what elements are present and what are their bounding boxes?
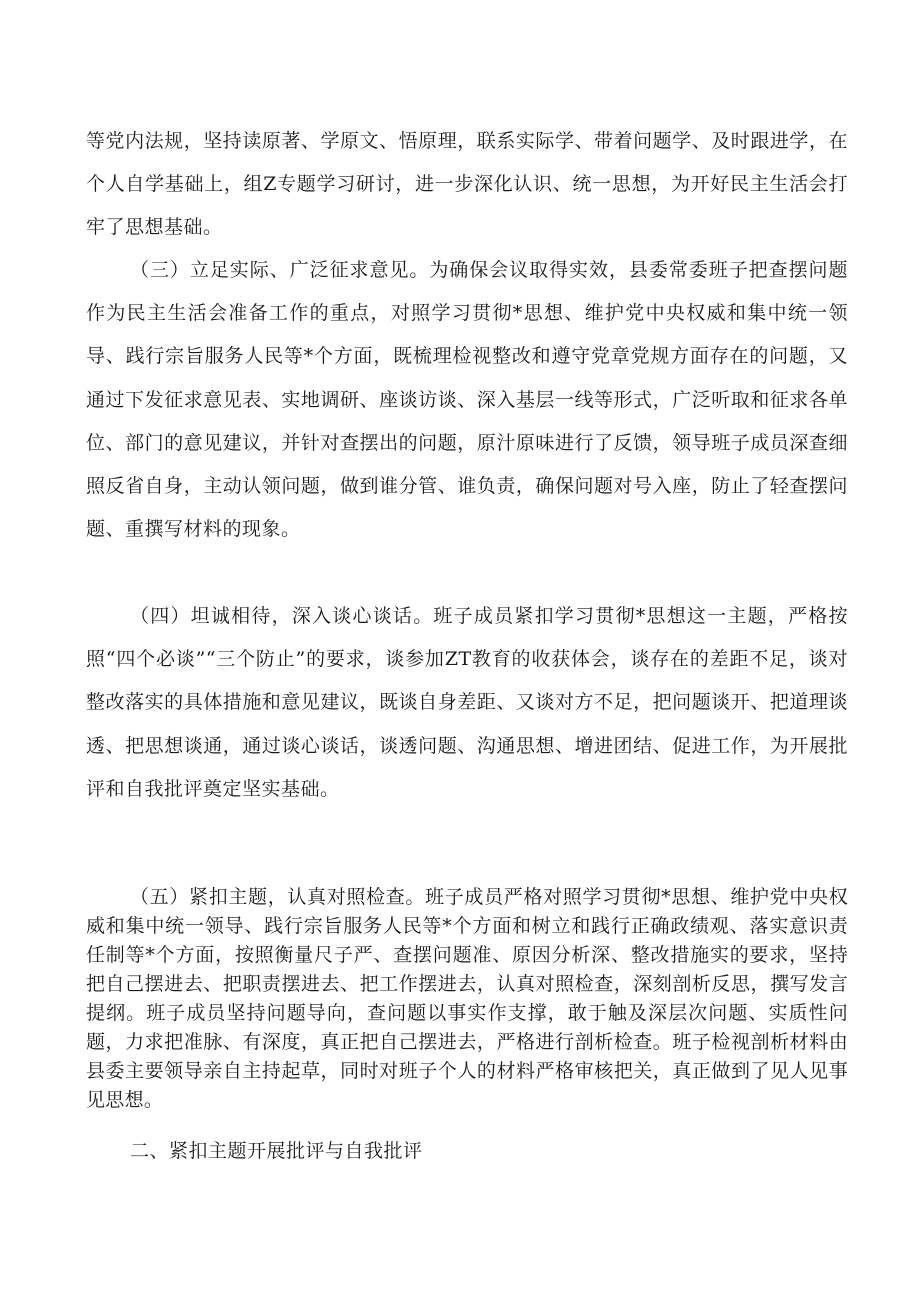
paragraph-section-5: （五）紧扣主题，认真对照检查。班子成员严格对照学习贯彻*思想、维护党中央权威和集中统一领导、践行宗旨服务人民等*个方面和树立和践行正确政绩观、落实意识责任制等*个方面，按照衡量尺子严、查摆问题准、原因分析深、整改措施实的要求，坚持把自己摆进去、把职责摆进去、把工作摆进去，认真对照检查，深刻剖析反思，撰写发言提纲。班子成员坚持问题导向，查问题以事实作支撑，敢于触及深层次问题、实质性问题，力求把准脉、有深度，真正把自己摆进去，严格进行剖析检查。班子检视剖析材料由县委主要领导亲自主持起草，同时对班子个人的材料严格审核把关，真正做到了见人见事见思想。 [86,886,848,1111]
paragraph-section-4: （四）坦诚相待，深入谈心谈话。班子成员紧扣学习贯彻*思想这一主题，严格按照“四个必谈”“三个防止”的要求，谈参加ZT教育的收获体会，谈存在的差距不足，谈对整改落实的具体措施和意见建议，既谈自身差距、又谈对方不足，把问题谈开、把道理谈透、把思想谈通，通过谈心谈话，谈透问题、沟通思想、增进团结、促进工作，为开展批评和自我批评奠定坚实基础。 [86,605,848,800]
paragraph-section-3: （三）立足实际、广泛征求意见。为确保会议取得实效，县委常委班子把查摆问题作为民主生活会准备工作的重点，对照学习贯彻*思想、维护党中央权威和集中统一领导、践行宗旨服务人民等*个方面，既梳理检视整改和遵守党章党规方面存在的问题，又通过下发征求意见表、实地调研、座谈访谈、深入基层一线等形式，广泛听取和征求各单位、部门的意见建议，并针对查摆出的问题，原汁原味进行了反馈，领导班子成员深查细照反省自身，主动认领问题，做到谁分管、谁负责，确保问题对号入座，防止了轻查摆问题、重撰写材料的现象。 [86,259,848,541]
paragraph-intro: 等党内法规，坚持读原著、学原文、悟原理，联系实际学、带着问题学、及时跟进学，在个人自学基础上，组Z专题学习研讨，进一步深化认识、统一思想，为开好民主生活会打牢了思想基础。 [86,130,848,239]
section-heading-2: 二、紧扣主题开展批评与自我批评 [130,1140,423,1162]
